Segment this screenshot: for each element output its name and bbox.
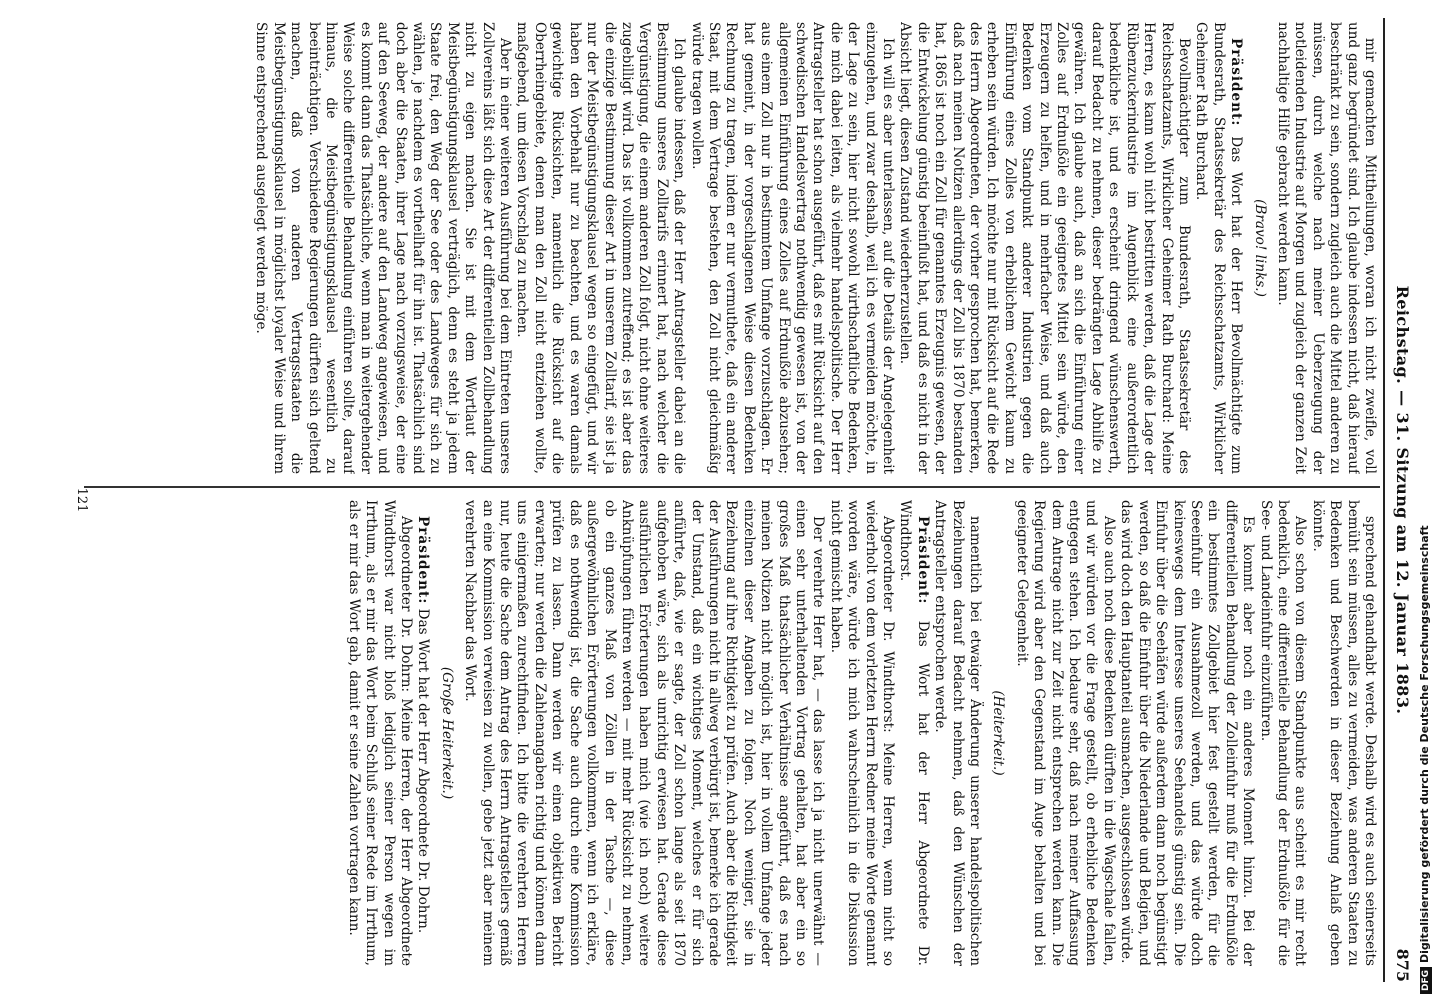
body-paragraph: Abgeordneter Dr. Windthorst: Meine Herren, wenn nicht so wiederholt von dem vorletzten Herrn Redner meine Worte genannt worden wäre, würde ich mich wahrscheinlich in die Diskussion nicht gemischt haben. (827, 500, 897, 966)
body-paragraph: Also auch noch diese Bedenken dürften in die Wagschale fallen, und wir würden vor die Frage gestellt, ob erhebliche Bedenken entgegen stehen. Ich bedaure sehr, daß nach meiner Auffassung dem Antrage nicht zur Zeit nicht entsprechen werden kann. Die Regierung wird aber den Gegenstand im Auge behalten und bei geeigneter Gelegenheit. (1013, 500, 1117, 966)
body-paragraph: Also schon von diesem Standpunkte aus scheint es mir recht bedenklich, eine differentielle Behandlung der Erdnußöle für die See- und Landeinfuhr einzuführen. (1257, 500, 1309, 966)
speaker-name: Präsident: (914, 516, 931, 605)
stage-direction: (Heiterkeit.) (990, 690, 1007, 776)
body-paragraph: Ich glaube indessen, daß der Herr Antragsteller dabei an die Bestimmung unseres Zolltarifs erinnert hat, nach welcher die Vergünstigung, die einem anderen Zoll folgt, nicht ohne weiteres zugebilligt wird. Das ist vollkommen zutreffend; es ist aber das die einzige Bestimmung dieser Art in unserem Zolltarif, sie ist ja nur der Meistbegünstigungsklausel wegen so eingefügt, und wir haben den Vorbehalt nur zu beachten, und es waren damals gewichtige Rücksichten, namentlich die Rücksicht auf die Oberrheingebiete, denen man den Zoll nicht entziehen wollte, maßgebend, um diesen Vorschlag zu machen. (514, 22, 688, 474)
speaker-text: Das Wort hat der Herr Bevollmächtigte zum Bundesrath, Staatssekretär des Reichsschatzamts, Wirklicher Geheimer Rath Burchard. (1193, 22, 1245, 474)
dfg-logo: DFG (1420, 967, 1432, 994)
body-paragraph: Abgeordneter Dr. Dohrn: Meine Herren, der Herr Abgeordnete Windthorst war nicht bloß lediglich seiner Person wegen im Irrthum, als er mir das Wort beim Schluß seiner Rede im Irrthum, als er mir das Wort gab, damit er seine Zahlen vortragen kann. (345, 500, 415, 966)
digitization-credit (1418, 525, 1432, 994)
speaker-text: Das Wort hat der Herr Abgeordnete Dr. Dohrn. (415, 604, 432, 934)
body-paragraph: Bevollmächtigter zum Bundesrath, Staatssekretär des Reichsschatzamts, Wirklicher Geheimer Rath Burchard: Meine Herren, es kann wohl nicht bestritten werden, daß die Lage der Rübenzuckerindustrie im Augenblick eine außerordentlich bedenkliche ist, und es erscheint dringend wünschenswerth, darauf Bedacht zu nehmen, dieser bedrängten Lage Abhilfe zu gewähren. Ich glaube auch, daß an sich die Einführung einer Zolles auf Erdnußöle ein geeignetes Mittel sein würde, den Erzeugern zu helfen, und in mehrfacher Weise, und daß auch Bedenken vom Standpunkt anderer Industrien gegen die Einführung eines Zolles von erheblichem Gewicht kaum zu erheben sein würden. Ich möchte nur mit Rücksicht auf die Rede des Herrn Abgeordneten, der vorher gesprochen hat, bemerken, daß nach meinen Notizen allerdings der Zoll bis 1870 bestanden hat, 1865 ist noch ein Zoll für genanntes Erzeugnis gewesen, der die Entwickelung günstig beeinflußt hat, und daß es nicht in der Absicht liegt, diesen Zustand wiederherzustellen. (897, 22, 1192, 474)
stage-direction: (Bravo! links.) (1251, 199, 1268, 297)
body-paragraph: Es kommt aber noch ein anderes Moment hinzu. Bei der differentiellen Behandlung der Zolleinfuhr muß für die Erdnußöle ein bestimmtes Zollgebiet hier fest gestellt werden, für die Seeeinfuhr ein Ausnahmezoll werden, und das würde doch keineswegs dem Interesse unseres Seehandels günstig sein. Die Einfuhr über die Seehäfen würde außerdem dann noch begünstigt werden, so daß die Einfuhr über die Niederlande und Belgien, und das wird doch den Hauptanteil ausmachen, ausgeschlossen würde. (1118, 500, 1257, 966)
speaker-text: Das Wort hat der Herr Abgeordnete Dr. Windthorst. (897, 500, 931, 966)
body-paragraph: mir gemachten Mittheilungen, woran ich nicht zweifle, voll und ganz begründet sind. Ich glaube indessen nicht, daß hierauf beschränkt zu sein, sondern zugleich auch die Mittel anderen zu müssen, durch welche nach meiner Ueberzeugung der notleidenden Industrie auf Morgen und zugleich der ganzen Zeit nachhaltige Hilfe gebracht werden kann. (1274, 22, 1378, 474)
header-rule (1383, 18, 1385, 982)
page-footer-number: 121 (74, 487, 89, 513)
column-divider (84, 486, 1380, 488)
speaker-name: Präsident: (1228, 38, 1245, 127)
right-column (102, 500, 1378, 966)
left-column (102, 22, 1378, 474)
page-number-top: 875 (1393, 948, 1412, 982)
running-title: Reichstag. — 31. Sitzung am 12. Januar 1883. (1393, 285, 1412, 715)
page-header (1386, 18, 1416, 982)
speaker-paragraph (1192, 22, 1244, 474)
body-paragraph: namentlich bei etwaiger Änderung unserer handelspolitischen Beziehungen darauf Bedacht nehmen, daß den Wünschen der Antragsteller entsprochen werde. (932, 500, 984, 966)
credit-text: Digitalisierung gefördert durch die Deutsche Forschungsgemeinschaft (1418, 525, 1431, 963)
speaker-name: Präsident: (415, 516, 432, 605)
body-paragraph: Ich will es aber unterlassen, auf die Details der Angelegenheit einzugehen, und zwar deshalb, weil ich es vermeiden möchte, in der Lage zu sein, hier nicht sowohl wirthschaftliche Bedenken, die mich dabei leiten, als vielmehr handelspolitische. Der Herr Antragsteller hat schon ausgeführt, daß es mit Rücksicht auf den schwedischen Handelsvertrag nothwendig gewesen ist, von der allgemeinen Einführung eines Zolles auf Erdnußöle abzusehen; aus einem Zoll nur in bestimmtem Umfange vorzuschlagen. Er hat gemeint, in der vorgeschlagenen Weise diesen Bedenken Rechnung zu tragen, indem er nur vermuthete, daß ein anderer Staat, mit dem Vertrage bestehen, den Zoll nicht gleichmäßig würde tragen wollen. (688, 22, 897, 474)
speaker-paragraph (896, 500, 931, 966)
body-paragraph: sprechend gehandhabt werde. Deshalb wird es auch seinerseits bemüht sein müssen, alles zu vermeiden, was anderen Staaten zu Bedenken und Beschwerden in dieser Beziehung Anlaß geben könnte. (1309, 500, 1378, 966)
body-paragraph: Aber in einer weiteren Ausführung bei dem Eintreten unseres Zollvereins läßt sich diese Art der differentiellen Zollbehandlung nicht zu eigen machen. Sie ist mit dem Wortlaut der Meistbegünstigungsklausel verträglich, denn es steht ja jedem Staate frei, den Weg der See oder des Landweges für sich zu wählen, je nachdem es vortheilhaft für ihn ist. Thatsächlich sind doch aber die Staaten, ihrer Lage nach vorzugsweise, der eine auf den Seeweg, der andere auf den Landweg angewiesen, und es kommt dann das Thatsächliche, wenn man in weitergehender Weise solche differentielle Behandlung einführen sollte, darauf hinaus, die Meistbegünstigungsklausel wesentlich zu beeinträchtigen. Verschiedene Regierungen dürften sich geltend machen, daß von anderen Vertragsstaaten die Meistbegünstigungsklausel in möglichst loyaler Weise und ihrem Sinne entsprechend ausgelegt werden möge. (253, 22, 514, 474)
document-page (62, 0, 1432, 1000)
stage-direction: (Große Heiterkeit.) (438, 666, 455, 800)
body-paragraph: Der verehrte Herr hat, — das lasse ich ja nicht unerwähnt — einen sehr unterhaltenden Vortrag gehalten, hat aber ein so großes Maß thatsächlicher Verhältnisse angeführt, daß es nach meinen Notizen nicht möglich ist, hier in vollem Umfange jeder einzelnen dieser Angaben zu folgen. Noch weniger, sie in Beziehung auf ihre Richtigkeit zu prüfen. Auch aber die Richtigkeit der Ausführungen nicht in allweg verbürgt ist, bemerke ich gerade der Umstand, daß ein wichtiges Moment, welches er für sich anführte, daß, wie er sagte, der Zoll schon lange als seit 1870 aufgehoben wäre, sich als unrichtig erwiesen hat. Gerade diese ausführlichen Erörterungen haben mich (wie ich noch) weitere Anknüpfungen führen werden — mit mehr Rücksicht zu nehmen, ob ein ganzes Maß von Zöllen in der Tasche —, diese außergewöhnlichen Erörterungen vollkommen, wenn ich erkläre, daß es nothwendig ist, die Sache auch durch eine Kommission prüfen zu lassen. Dann werden wir einen objektiven Bericht erwarten; nur werden die Zahlenangaben richtig und können dann uns einigermaßen zurechtfinden. Ich bitte die verehrten Herren nur, heute die Sache dem Antrag des Herrn Antragstellers gemäß an eine Kommission verweisen zu wollen, gebe jetzt aber meinem verehrten Nachbar das Wort. (462, 500, 827, 966)
speaker-paragraph (414, 500, 431, 966)
